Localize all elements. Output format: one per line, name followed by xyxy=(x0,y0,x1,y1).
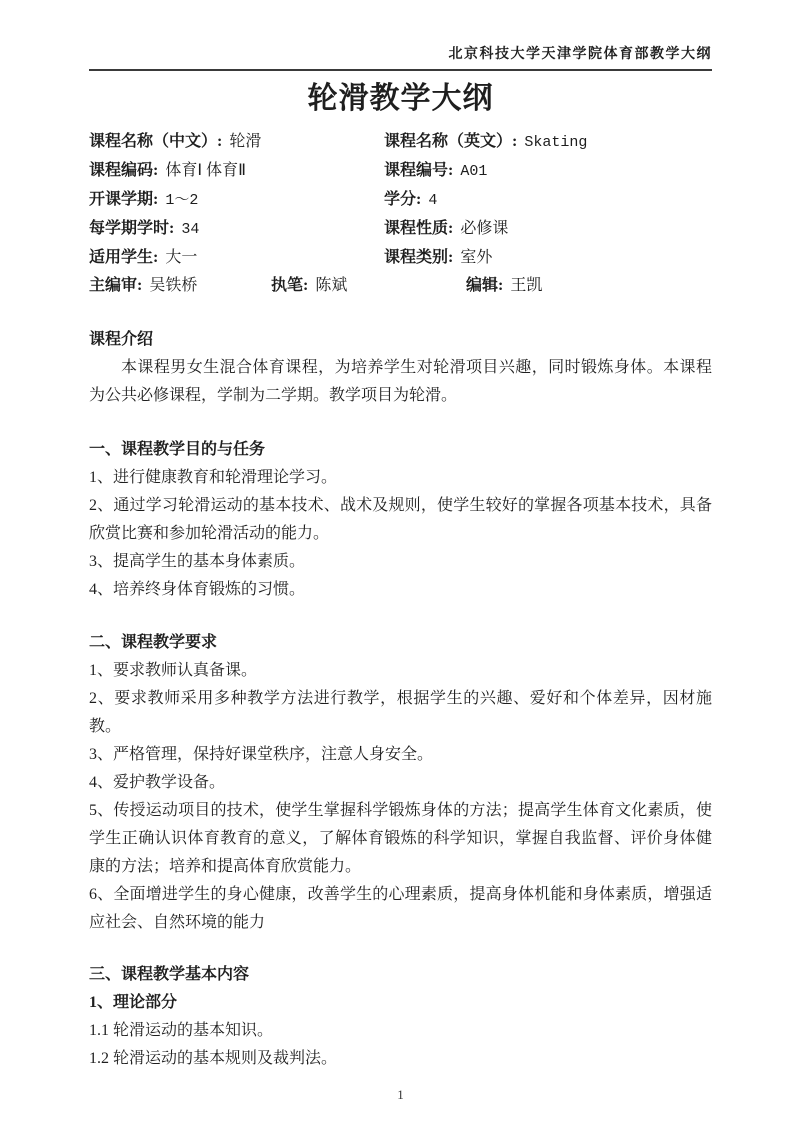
field-label: 开课学期: xyxy=(89,191,159,208)
section-heading: 课程介绍 xyxy=(89,331,154,348)
info-cell xyxy=(384,157,712,186)
info-cell xyxy=(89,157,384,186)
field-value: 轮滑 xyxy=(229,133,262,150)
info-cell xyxy=(384,215,712,244)
header-text: 北京科技大学天津学院体育部教学大纲 xyxy=(448,47,712,62)
list-item: 3、严格管理，保持好课堂秩序，注意人身安全。 xyxy=(89,746,434,763)
field-label: 课程性质: xyxy=(384,220,454,237)
field-label: 主编审: xyxy=(89,277,143,294)
field-value: 必修课 xyxy=(460,220,509,237)
page-title: 轮滑教学大纲 xyxy=(307,82,494,115)
list-item: 3、提高学生的基本身体素质。 xyxy=(89,553,306,570)
info-row-course-code xyxy=(89,157,712,186)
editor-writer xyxy=(271,272,347,300)
field-value: 34 xyxy=(181,221,200,238)
info-cell xyxy=(384,186,712,215)
field-label: 课程名称（中文）: xyxy=(89,133,223,150)
info-row-students xyxy=(89,244,712,272)
info-row-course-name xyxy=(89,128,712,157)
section-heading: 二、课程教学要求 xyxy=(89,634,218,651)
section-intro xyxy=(89,326,712,410)
list-item: 5、传授运动项目的技术，使学生掌握科学锻炼身体的方法；提高学生体育文化素质，使学生正确认识体育教育的意义，了解体育锻炼的科学知识，掌握自我监督、评价身体健康的方法；培养和提高体育欣赏能力。 xyxy=(89,802,712,875)
list-item: 1.2 轮滑运动的基本规则及裁判法。 xyxy=(89,1050,338,1067)
page-header xyxy=(89,46,712,71)
section-content xyxy=(89,961,712,1073)
field-value: 4 xyxy=(428,192,438,209)
list-item: 4、培养终身体育锻炼的习惯。 xyxy=(89,581,306,598)
field-value: Skating xyxy=(524,134,588,151)
list-item: 2、通过学习轮滑运动的基本技术、战术及规则，使学生较好的掌握各项基本技术，具备欣赏比赛和参加轮滑活动的能力。 xyxy=(89,497,712,542)
field-value: 体育Ⅰ 体育Ⅱ xyxy=(165,162,246,179)
field-label: 学分: xyxy=(384,191,422,208)
sub-section-heading: 1、理论部分 xyxy=(89,994,178,1011)
info-row-semester xyxy=(89,186,712,215)
section-heading: 一、课程教学目的与任务 xyxy=(89,441,266,458)
field-value: 室外 xyxy=(460,249,493,266)
list-item: 4、爱护教学设备。 xyxy=(89,774,226,791)
info-cell xyxy=(384,244,712,272)
info-cell xyxy=(89,128,384,157)
field-label: 执笔: xyxy=(271,277,309,294)
list-item: 1.1 轮滑运动的基本知识。 xyxy=(89,1022,274,1039)
section-heading: 三、课程教学基本内容 xyxy=(89,966,250,983)
field-value: 王凯 xyxy=(510,277,543,294)
info-row-hours xyxy=(89,215,712,244)
field-value: A01 xyxy=(460,163,488,180)
info-row-editors xyxy=(89,272,712,300)
info-cell xyxy=(89,186,384,215)
info-cell xyxy=(89,244,384,272)
list-item: 1、要求教师认真备课。 xyxy=(89,662,258,679)
list-item: 1、进行健康教育和轮滑理论学习。 xyxy=(89,469,338,486)
section-requirements xyxy=(89,629,712,937)
field-label: 课程编码: xyxy=(89,162,159,179)
field-label: 课程类别: xyxy=(384,249,454,266)
info-cell xyxy=(384,128,712,157)
list-item: 2、要求教师采用多种教学方法进行教学，根据学生的兴趣、爱好和个体差异，因材施教。 xyxy=(89,690,712,735)
course-info xyxy=(89,128,712,300)
field-label: 编辑: xyxy=(466,277,504,294)
list-item: 6、全面增进学生的身心健康，改善学生的心理素质，提高身体机能和身体素质，增强适应社会、自然环境的能力 xyxy=(89,886,712,931)
field-label: 课程名称（英文）: xyxy=(384,133,518,150)
editor-chief xyxy=(89,272,197,300)
field-value: 吴铁桥 xyxy=(149,277,198,294)
page-number: 1 xyxy=(397,1087,404,1102)
info-cell xyxy=(89,215,384,244)
field-value: 大一 xyxy=(165,249,198,266)
field-value: 陈斌 xyxy=(315,277,348,294)
section-objectives xyxy=(89,436,712,604)
intro-paragraph: 本课程男女生混合体育课程，为培养学生对轮滑项目兴趣，同时锻炼身体。本课程为公共必修课程，学制为二学期。教学项目为轮滑。 xyxy=(89,359,712,404)
field-value: 1～2 xyxy=(165,192,199,209)
editor-editor xyxy=(466,272,542,300)
field-label: 适用学生: xyxy=(89,249,159,266)
field-label: 课程编号: xyxy=(384,162,454,179)
field-label: 每学期学时: xyxy=(89,220,175,237)
